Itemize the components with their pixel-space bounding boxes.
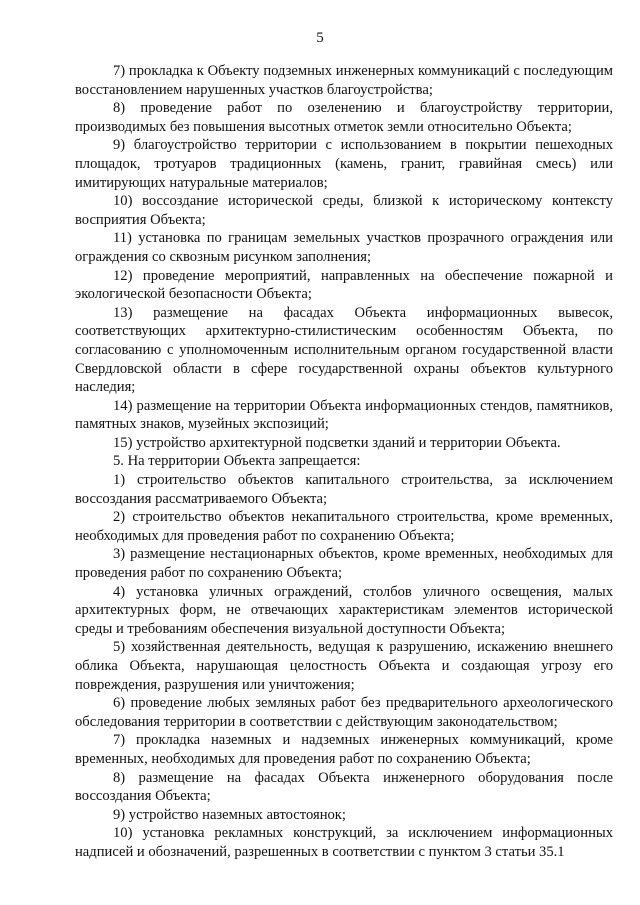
paragraph-item-7-prohibited: 7) прокладка наземных и надземных инженерных коммуникаций, кроме временных, необходимых для проведения работ по сохранению Объекта; [75,732,613,767]
paragraph-item-7-permitted: 7) прокладка к Объекту подземных инженерных коммуникаций с последующим восстановлением нарушенных участков благоустройства; [75,63,613,98]
paragraph-item-2-prohibited: 2) строительство объектов некапитального строительства, кроме временных, необходимых для проведения работ по сохранению Объекта; [75,509,613,544]
paragraph-item-15-permitted: 15) устройство архитектурной подсветки зданий и территории Объекта. [113,434,561,451]
paragraph-item-1-prohibited: 1) строительство объектов капитального строительства, за исключением воссоздания рассматриваемого Объекта; [75,472,613,507]
paragraph-item-8-prohibited: 8) размещение на фасадах Объекта инженерного оборудования после воссоздания Объекта; [75,769,613,805]
paragraph-item-6-prohibited: 6) проведение любых земляных работ без предварительного археологического обследования территории в соответствии с действующим законодательством; [75,695,613,730]
paragraph-item-9-permitted: 9) благоустройство территории с использованием в покрытии пешеходных площадок, тротуаров традиционных (камень, гранит, гравийная смесь) или имитирующих натуральные материалов; [75,137,613,191]
paragraph-item-13-permitted: 13) размещение на фасадах Объекта информационных вывесок, соответствующих архитектурно-стилистическим особенностям Объекта, по согласованию с уполномоченным исполнительным органом государственной власти Свердловской области в сфере государственной охраны объектов культурного наследия; [75,304,613,396]
paragraph-item-3-prohibited: 3) размещение нестационарных объектов, кроме временных, необходимых для проведения работ по сохранению Объекта; [75,546,613,582]
section-heading-prohibited: 5. На территории Объекта запрещается: [113,453,361,470]
paragraph-item-8-permitted: 8) проведение работ по озеленению и благоустройству территории, производимых без повышения высотных отметок земли относительно Объекта; [75,100,613,135]
paragraph-item-10-permitted: 10) воссоздание исторической среды, близкой к историческому контексту восприятия Объекта; [75,193,613,228]
paragraph-item-10-prohibited: 10) установка рекламных конструкций, за исключением информационных надписей и обозначений, разрешенных в соответствии с пунктом 3 статьи 35.1 [75,825,613,860]
paragraph-item-12-permitted: 12) проведение мероприятий, направленных на обеспечение пожарной и экологической безопасности Объекта; [75,267,613,303]
paragraph-item-11-permitted: 11) установка по границам земельных участков прозрачного ограждения или ограждения со сквозным рисунком заполнения; [75,230,613,265]
paragraph-item-9-prohibited: 9) устройство наземных автостоянок; [113,806,346,823]
page-number: 5 [316,30,324,46]
paragraph-item-5-prohibited: 5) хозяйственная деятельность, ведущая к разрушению, искажению внешнего облика Объекта, нарушающая целостность Объекта и создающая угрозу его повреждения, разрушения или уничтожения; [75,639,613,693]
document-body [75,62,613,862]
paragraph-item-4-prohibited: 4) установка уличных ограждений, столбов уличного освещения, малых архитектурных форм, не отвечающих характеристикам элементов исторической среды и требованиям обеспечения визуальной доступности Объекта; [75,583,613,637]
paragraph-item-14-permitted: 14) размещение на территории Объекта информационных стендов, памятников, памятных знаков, музейных экспозиций; [75,397,613,433]
